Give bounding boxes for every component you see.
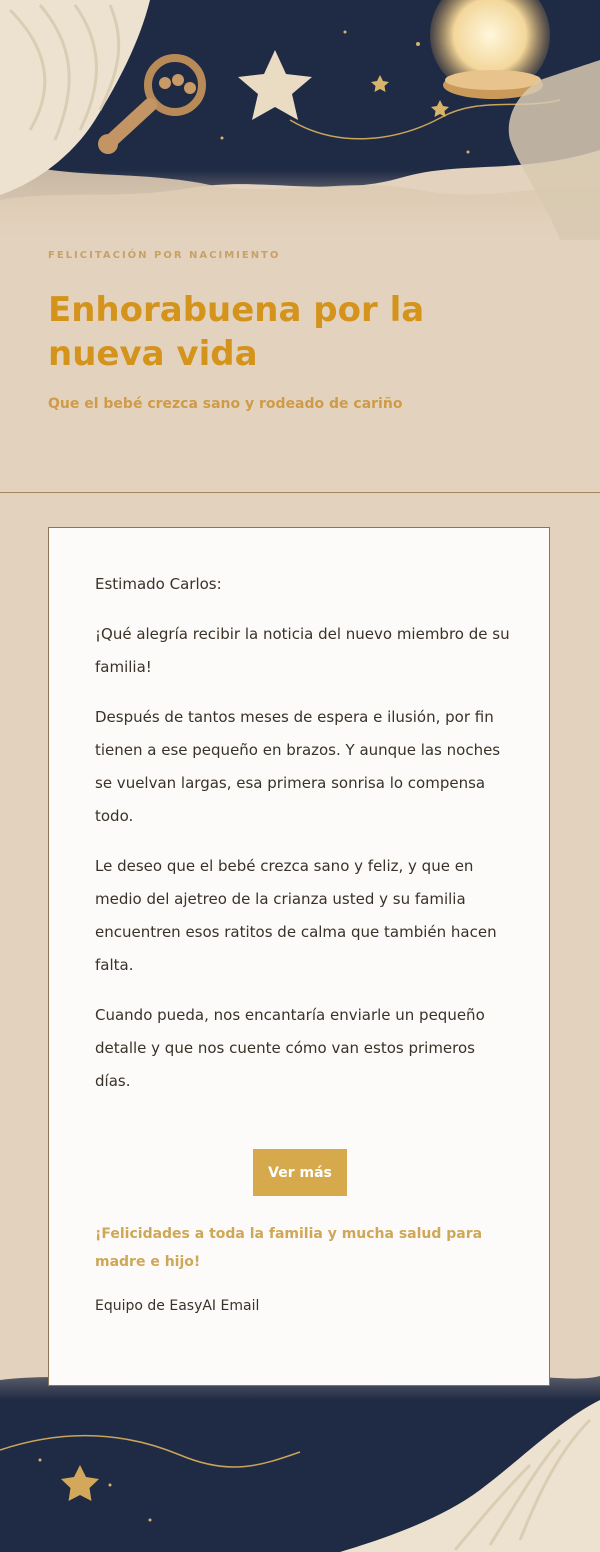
signature: Equipo de EasyAI Email	[95, 1298, 260, 1314]
paragraph: Cuando pueda, nos encantaría enviarle un pequeño detalle y que nos cuente cómo van estos primeros días.	[95, 1006, 485, 1090]
subtitle: Que el bebé crezca sano y rodeado de cariño	[48, 396, 403, 412]
hero-illustration	[0, 0, 600, 240]
paragraph: ¡Qué alegría recibir la noticia del nuevo miembro de su familia!	[95, 625, 510, 676]
closing-message: ¡Felicidades a toda la familia y mucha salud para madre e hijo!	[95, 1226, 483, 1270]
paragraph: Después de tantos meses de espera e ilusión, por fin tienen a ese pequeño en brazos. Y aunque las noches se vuelvan largas, esa primera sonrisa lo compensa todo.	[95, 708, 501, 825]
paragraph: Le deseo que el bebé crezca sano y feliz, y que en medio del ajetreo de la crianza usted y su familia encuentren esos ratitos de calma que también hacen falta.	[95, 857, 497, 974]
greeting: Estimado Carlos:	[95, 575, 222, 593]
page-title: Enhorabuena por la nueva vida	[48, 290, 425, 374]
see-more-button[interactable]: Ver más	[253, 1149, 347, 1196]
letter-card	[48, 527, 550, 1386]
letter-body	[95, 568, 510, 1115]
eyebrow-label: FELICITACIÓN POR NACIMIENTO	[48, 250, 281, 261]
hero-banner-image	[0, 0, 600, 240]
divider	[0, 492, 600, 493]
